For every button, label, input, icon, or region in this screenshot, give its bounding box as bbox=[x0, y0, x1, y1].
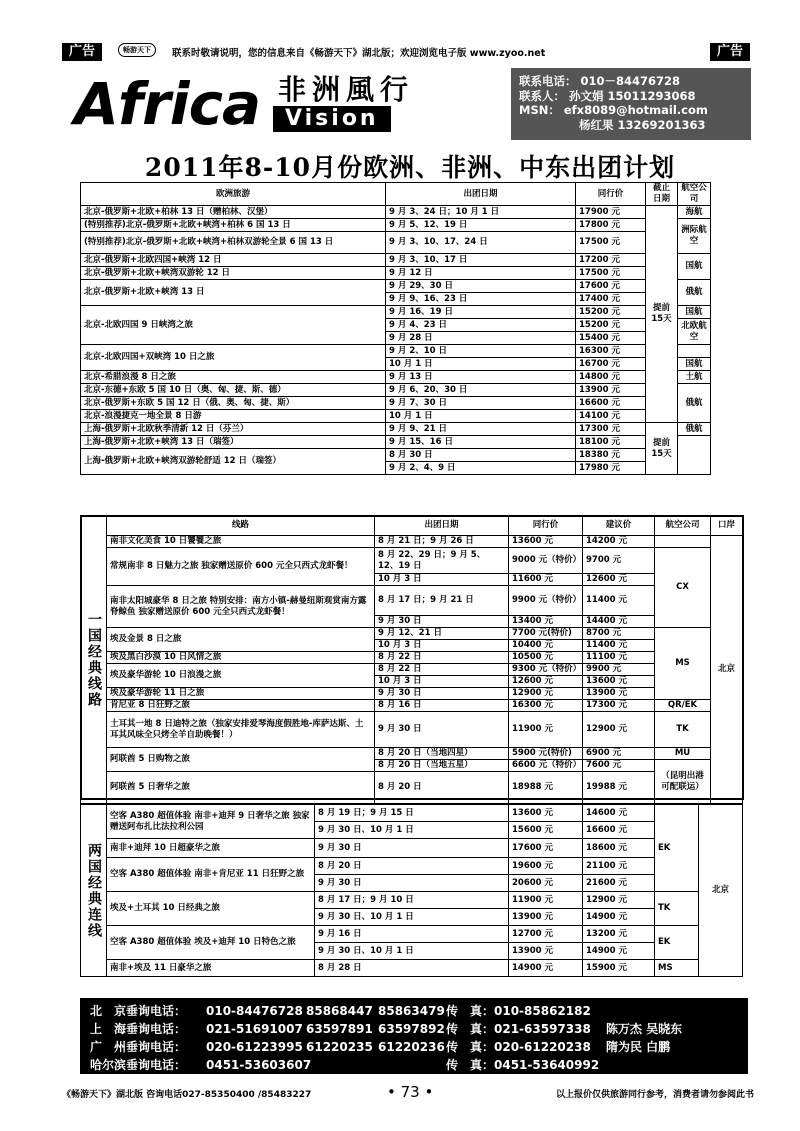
airline-cell: 国航 bbox=[678, 254, 711, 280]
europe-row bbox=[81, 410, 711, 423]
two-country-row bbox=[81, 858, 743, 875]
route-cell: 北京-希腊浪漫 8 日之旅 bbox=[81, 371, 386, 384]
date-cell: 9 月 5、12、19 日 bbox=[386, 219, 576, 232]
suggest-price-cell: 11100 元 bbox=[583, 652, 655, 664]
date-cell: 8 月 22 日 bbox=[375, 664, 509, 676]
airline-cell: EK bbox=[655, 805, 699, 892]
section-label: 一国经典线路 bbox=[81, 516, 107, 804]
price-cell: 6600 元（特价） bbox=[509, 760, 583, 772]
route-cell: 阿联酋 5 日奢华之旅 bbox=[107, 772, 375, 804]
ad-label-right: 广告 bbox=[710, 43, 750, 61]
airline-cell: 土航 bbox=[678, 371, 711, 384]
suggest-price-cell: 14200 元 bbox=[583, 536, 655, 548]
price-cell: 13900 元 bbox=[509, 909, 583, 926]
suggest-price-cell: 18600 元 bbox=[583, 839, 655, 858]
suggest-price-cell: 11400 元 bbox=[583, 640, 655, 652]
top-note: 联系时敬请说明，您的信息来自《畅游天下》湖北版；欢迎浏览电子版 www.zyoo.net bbox=[172, 48, 546, 59]
airline-cell: QR/EK bbox=[655, 700, 711, 712]
page-title: 2011年8-10月份欧洲、非洲、中东出团计划 bbox=[144, 153, 676, 182]
route-cell: 阿联酋 5 日购物之旅 bbox=[107, 748, 375, 772]
route-cell: 北京-俄罗斯+北欧+峡湾双游轮 12 日 bbox=[81, 267, 386, 280]
price-cell: 18988 元 bbox=[509, 772, 583, 804]
airline-cell: 俄航 bbox=[678, 423, 711, 436]
price-cell: 9900 元（特价） bbox=[509, 586, 583, 616]
europe-row bbox=[81, 423, 711, 436]
hotline-city: 北 京垂询电话： bbox=[90, 1004, 187, 1018]
africa-row bbox=[81, 548, 743, 574]
route-cell: 上海-俄罗斯+北欧秋季清新 12 日（芬兰） bbox=[81, 423, 386, 436]
airline-cell: 国航 bbox=[678, 306, 711, 319]
date-cell: 9 月 30 日 bbox=[375, 616, 509, 628]
europe-row bbox=[81, 449, 711, 462]
date-cell: 8 月 17 日；9 月 10 日 bbox=[315, 892, 509, 909]
airline-cell: TK bbox=[655, 712, 711, 748]
date-cell: 10 月 1 日 bbox=[386, 410, 576, 423]
hotline-fax: 传 真：0451-53640992 bbox=[446, 1058, 600, 1072]
price-cell: 15200 元 bbox=[576, 306, 646, 319]
header-row bbox=[81, 516, 743, 536]
date-cell: 8 月 22 日 bbox=[375, 652, 509, 664]
route-cell: (特别推荐)北京-俄罗斯+北欧+峡湾+柏林 6 国 13 日 bbox=[81, 219, 386, 232]
airline-cell: 北欧航空 bbox=[678, 319, 711, 345]
europe-body bbox=[81, 206, 711, 475]
contact-box bbox=[511, 68, 751, 140]
hotline-phone: 021-51691007 bbox=[206, 1022, 303, 1036]
route-cell: 空客 A380 超值体验 南非+肯尼亚 11 日狂野之旅 bbox=[107, 858, 315, 892]
suggest-price-cell: 11400 元 bbox=[583, 586, 655, 616]
date-cell: 9 月 30 日 bbox=[315, 839, 509, 858]
price-cell: 17500 元 bbox=[576, 267, 646, 280]
suggest-price-cell: 9900 元 bbox=[583, 664, 655, 676]
route-cell: 埃及金景 8 日之旅 bbox=[107, 628, 375, 652]
date-cell: 9 月 28 日 bbox=[386, 332, 576, 345]
price-cell: 7700 元(特价) bbox=[509, 628, 583, 640]
route-cell: 北京-俄罗斯+北欧+柏林 13 日（赠柏林、汉堡） bbox=[81, 206, 386, 219]
africa-row bbox=[81, 748, 743, 760]
airline-cell: CX bbox=[655, 548, 711, 628]
airline-cell bbox=[678, 436, 711, 475]
col-header: 口岸 bbox=[711, 516, 743, 536]
route-cell: 北京-俄罗斯+北欧+峡湾 13 日 bbox=[81, 280, 386, 306]
price-cell: 12700 元 bbox=[509, 926, 583, 943]
col-header: 欧洲旅游 bbox=[81, 183, 386, 206]
publication-logo: 畅游天下 bbox=[118, 43, 156, 57]
two-country-row bbox=[81, 839, 743, 858]
route-cell: 南非文化美食 10 日饕餮之旅 bbox=[107, 536, 375, 548]
africa-row bbox=[81, 772, 743, 804]
price-cell: 15400 元 bbox=[576, 332, 646, 345]
date-cell: 9 月 9、16、23 日 bbox=[386, 293, 576, 306]
date-cell: 10 月 3 日 bbox=[375, 676, 509, 688]
airline-cell: 国航 bbox=[678, 358, 711, 371]
date-cell: 8 月 21 日；9 月 26 日 bbox=[375, 536, 509, 548]
suggest-price-cell: 15900 元 bbox=[583, 960, 655, 977]
price-cell: 13900 元 bbox=[509, 943, 583, 960]
hotline-fax: 传 真：020-61220238 bbox=[446, 1040, 591, 1054]
price-cell: 16300 元 bbox=[509, 700, 583, 712]
europe-row bbox=[81, 436, 711, 449]
date-cell: 8 月 20 日 bbox=[315, 858, 509, 875]
route-cell: 土耳其一地 8 日迪特之旅（独家安排爱琴海度假胜地-库萨达斯、土耳其风味全只烤全羊自助晚餐！） bbox=[107, 712, 375, 748]
hotline-row bbox=[90, 1020, 738, 1038]
price-cell: 12900 元 bbox=[509, 688, 583, 700]
hotline-phone bbox=[306, 1056, 378, 1074]
airline-cell: 俄航 bbox=[678, 280, 711, 306]
ad-label-left: 广告 bbox=[62, 43, 102, 61]
port-cell: 北京 bbox=[711, 536, 743, 804]
africa-row bbox=[81, 688, 743, 700]
date-cell: 9 月 3、24 日；10 月 1 日 bbox=[386, 206, 576, 219]
suggest-price-cell: 9700 元 bbox=[583, 548, 655, 574]
date-cell: 9 月 29、30 日 bbox=[386, 280, 576, 293]
price-cell: 13600 元 bbox=[509, 536, 583, 548]
two-country-row bbox=[81, 892, 743, 909]
suggest-price-cell: 12900 元 bbox=[583, 892, 655, 909]
date-cell: 9 月 12、21 日 bbox=[375, 628, 509, 640]
port-cell: 北京 bbox=[699, 805, 743, 977]
airline-cell: MS bbox=[655, 960, 699, 977]
suggest-price-cell: 13200 元 bbox=[583, 926, 655, 943]
date-cell: 9 月 30 日、10 月 1 日 bbox=[315, 909, 509, 926]
date-cell: 10 月 3 日 bbox=[375, 574, 509, 586]
airline-cell: EK bbox=[655, 926, 699, 960]
suggest-price-cell: 14600 元 bbox=[583, 805, 655, 822]
col-header: 同行价 bbox=[576, 183, 646, 206]
europe-row bbox=[81, 345, 711, 358]
price-cell: 16600 元 bbox=[576, 397, 646, 410]
europe-row bbox=[81, 280, 711, 293]
date-cell: 8 月 30 日 bbox=[386, 449, 576, 462]
europe-row bbox=[81, 206, 711, 219]
hotline-row bbox=[90, 1056, 738, 1074]
col-header: 同行价 bbox=[509, 516, 583, 536]
date-cell: 9 月 30 日 bbox=[375, 712, 509, 748]
price-cell: 11900 元 bbox=[509, 712, 583, 748]
price-cell: 17200 元 bbox=[576, 254, 646, 267]
price-cell: 13400 元 bbox=[509, 616, 583, 628]
route-cell: 南非+迪拜 10 日超豪华之旅 bbox=[107, 839, 315, 858]
airline-cell bbox=[655, 536, 711, 548]
brand-chinese: 非洲風行 bbox=[278, 73, 415, 106]
date-cell: 8 月 16 日 bbox=[375, 700, 509, 712]
route-cell: (特别推荐)北京-俄罗斯+北欧+峡湾+柏林双游轮全景 6 国 13 日 bbox=[81, 232, 386, 254]
suggest-price-cell: 21600 元 bbox=[583, 875, 655, 892]
price-cell: 18380 元 bbox=[576, 449, 646, 462]
date-cell: 9 月 15、16 日 bbox=[386, 436, 576, 449]
africa-row bbox=[81, 712, 743, 748]
hotline-row bbox=[90, 1038, 738, 1056]
europe-row bbox=[81, 267, 711, 280]
date-cell: 8 月 17 日；9 月 21 日 bbox=[375, 586, 509, 616]
route-cell: 北京-浪漫捷克一地全景 8 日游 bbox=[81, 410, 386, 423]
airline-cell: MU bbox=[655, 748, 711, 760]
date-cell: 9 月 30 日、10 月 1 日 bbox=[315, 822, 509, 839]
date-cell: 9 月 7、30 日 bbox=[386, 397, 576, 410]
route-cell: 北京-俄罗斯+北欧四国+峡湾 12 日 bbox=[81, 254, 386, 267]
africa-row bbox=[81, 664, 743, 676]
price-cell: 17980 元 bbox=[576, 462, 646, 475]
section-label: 两国经典连线 bbox=[81, 805, 107, 977]
col-header: 航空公司 bbox=[655, 516, 711, 536]
europe-row bbox=[81, 371, 711, 384]
two-country-body bbox=[81, 805, 743, 977]
airline-cell: MS bbox=[655, 628, 711, 700]
price-cell: 18100 元 bbox=[576, 436, 646, 449]
hotline-phone: 85868447 bbox=[306, 1004, 373, 1018]
route-cell: 空客 A380 超值体验 埃及+迪拜 10 日特色之旅 bbox=[107, 926, 315, 960]
two-country-row bbox=[81, 960, 743, 977]
suggest-price-cell: 21100 元 bbox=[583, 858, 655, 875]
price-cell: 9300 元（特价） bbox=[509, 664, 583, 676]
price-cell: 20600 元 bbox=[509, 875, 583, 892]
route-cell: 北京-俄罗斯+东欧 5 国 12 日（俄、奥、匈、捷、斯） bbox=[81, 397, 386, 410]
price-cell: 17800 元 bbox=[576, 219, 646, 232]
africa-body bbox=[81, 516, 743, 804]
price-cell: 17400 元 bbox=[576, 293, 646, 306]
date-cell: 9 月 3、10、17、24 日 bbox=[386, 232, 576, 254]
suggest-price-cell: 13600 元 bbox=[583, 676, 655, 688]
price-cell: 17600 元 bbox=[576, 280, 646, 293]
date-cell: 9 月 6、20、30 日 bbox=[386, 384, 576, 397]
hotline-phone: 85863479 bbox=[378, 1004, 445, 1018]
hotline-phone: 0451-53603607 bbox=[206, 1058, 312, 1072]
hotline-phone bbox=[378, 1056, 446, 1074]
africa-row bbox=[81, 586, 743, 616]
price-cell: 9000 元（特价） bbox=[509, 548, 583, 574]
col-header: 航空公司 bbox=[678, 183, 711, 206]
date-cell: 9 月 4、23 日 bbox=[386, 319, 576, 332]
africa-row bbox=[81, 700, 743, 712]
suggest-price-cell: 14900 元 bbox=[583, 909, 655, 926]
airline-cell: 俄航 bbox=[678, 384, 711, 423]
hotline-phone: 63597891 bbox=[306, 1022, 373, 1036]
route-cell: 上海-俄罗斯+北欧+峡湾双游轮舒适 12 日（瑞签） bbox=[81, 449, 386, 475]
airline-cell: （昆明出港可配联运） bbox=[655, 760, 711, 804]
date-cell: 9 月 16、19 日 bbox=[386, 306, 576, 319]
europe-row bbox=[81, 306, 711, 319]
date-cell: 9 月 16 日 bbox=[315, 926, 509, 943]
price-cell: 17300 元 bbox=[576, 423, 646, 436]
hotline-fax: 传 真：010-85862182 bbox=[446, 1004, 591, 1018]
route-cell: 南非+埃及 11 日豪华之旅 bbox=[107, 960, 315, 977]
price-cell: 12600 元 bbox=[509, 676, 583, 688]
date-cell: 10 月 1 日 bbox=[386, 358, 576, 371]
two-country-row bbox=[81, 805, 743, 822]
date-cell: 10 月 3 日 bbox=[375, 640, 509, 652]
contact-line: 杨红果 13269201363 bbox=[579, 117, 706, 132]
europe-row bbox=[81, 219, 711, 232]
brand-header bbox=[66, 66, 754, 144]
footer-left: 《畅游天下》湖北版 咨询电话027-85350400 /85483227 bbox=[62, 1090, 312, 1100]
route-cell: 南非太阳城豪华 8 日之旅 特别安排：南方小镇-赫曼纽斯观赏南方露脊鲸鱼 独家赠送原价 600 元全只西式龙虾餐！ bbox=[107, 586, 375, 628]
suggest-price-cell: 17300 元 bbox=[583, 700, 655, 712]
hotline-phone: 61220236 bbox=[378, 1040, 445, 1054]
col-header: 建议价 bbox=[583, 516, 655, 536]
date-cell: 9 月 30 日、10 月 1 日 bbox=[315, 943, 509, 960]
price-cell: 13600 元 bbox=[509, 805, 583, 822]
price-cell: 14800 元 bbox=[576, 371, 646, 384]
route-cell: 埃及+土耳其 10 日经典之旅 bbox=[107, 892, 315, 926]
date-cell: 8 月 20 日 bbox=[375, 772, 509, 804]
price-cell: 17600 元 bbox=[509, 839, 583, 858]
hotline-fax: 传 真：021-63597338 bbox=[446, 1022, 591, 1036]
route-cell: 上海-俄罗斯+北欧+峡湾 13 日（瑞签） bbox=[81, 436, 386, 449]
date-cell: 8 月 19 日；9 月 15 日 bbox=[315, 805, 509, 822]
page-number: • 73 • bbox=[387, 1083, 434, 1101]
route-cell: 北京-东德+东欧 5 国 10 日（奥、匈、捷、斯、德） bbox=[81, 384, 386, 397]
route-cell: 空客 A380 超值体验 南非+迪拜 9 日奢华之旅 独家赠送阿布扎比法拉利公园 bbox=[107, 805, 315, 839]
price-cell: 10400 元 bbox=[509, 640, 583, 652]
price-cell: 11600 元 bbox=[509, 574, 583, 586]
col-header: 出团日期 bbox=[386, 183, 576, 206]
airline-cell bbox=[678, 345, 711, 358]
price-cell: 14900 元 bbox=[509, 960, 583, 977]
date-cell: 8 月 28 日 bbox=[315, 960, 509, 977]
date-cell: 8 月 22、29 日；9 月 5、12、19 日 bbox=[375, 548, 509, 574]
col-header: 截止日期 bbox=[646, 183, 678, 206]
hotline-city: 上 海垂询电话： bbox=[90, 1022, 187, 1036]
date-cell: 9 月 2、10 日 bbox=[386, 345, 576, 358]
date-cell: 9 月 12 日 bbox=[386, 267, 576, 280]
hotline-phone: 61220235 bbox=[306, 1040, 373, 1054]
col-header: 出团日期 bbox=[375, 516, 509, 536]
date-cell: 9 月 9、21 日 bbox=[386, 423, 576, 436]
route-cell: 埃及豪华游轮 10 日浪漫之旅 bbox=[107, 664, 375, 688]
hotline-phone: 010-84476728 bbox=[206, 1004, 303, 1018]
price-cell: 11900 元 bbox=[509, 892, 583, 909]
date-cell: 9 月 2、4、9 日 bbox=[386, 462, 576, 475]
two-country-row bbox=[81, 926, 743, 943]
hotline-city: 哈尔滨垂询电话： bbox=[90, 1058, 187, 1072]
two-country-table bbox=[80, 804, 743, 977]
contact-line: 联系人： 孙文娟 15011293068 bbox=[519, 88, 696, 103]
top-bar bbox=[62, 42, 750, 62]
route-cell: 北京-北欧四国 9 日峡湾之旅 bbox=[81, 306, 386, 345]
hotline-people: 隋为民 白鹏 bbox=[606, 1040, 671, 1054]
contact-line: 联系电话： 010－84476728 bbox=[519, 74, 681, 88]
airline-cell: 海航 bbox=[678, 206, 711, 219]
price-cell: 16700 元 bbox=[576, 358, 646, 371]
europe-row bbox=[81, 254, 711, 267]
page-footer bbox=[62, 1085, 754, 1101]
footer-right: 以上报价仅供旅游同行参考，消费者请勿参阅此书 bbox=[555, 1090, 754, 1100]
suggest-price-cell: 16600 元 bbox=[583, 822, 655, 839]
suggest-price-cell: 6900 元 bbox=[583, 748, 655, 760]
price-cell: 17500 元 bbox=[576, 232, 646, 254]
hotline-row bbox=[90, 1002, 738, 1020]
price-cell: 5900 元(特价) bbox=[509, 748, 583, 760]
deadline-cell: 提前15天 bbox=[646, 423, 678, 475]
brand-africa: Africa bbox=[74, 70, 261, 138]
price-cell: 19600 元 bbox=[509, 858, 583, 875]
date-cell: 8 月 20 日（当地四星） bbox=[375, 748, 509, 760]
date-cell: 9 月 30 日 bbox=[375, 688, 509, 700]
price-cell: 15600 元 bbox=[509, 822, 583, 839]
africa-row bbox=[81, 652, 743, 664]
date-cell: 8 月 20 日（当地五星） bbox=[375, 760, 509, 772]
price-cell: 15200 元 bbox=[576, 319, 646, 332]
route-cell: 埃及黑白沙漠 10 日风情之旅 bbox=[107, 652, 375, 664]
europe-table bbox=[80, 182, 711, 475]
price-cell: 14100 元 bbox=[576, 410, 646, 423]
date-cell: 9 月 13 日 bbox=[386, 371, 576, 384]
price-cell: 13900 元 bbox=[576, 384, 646, 397]
africa-row bbox=[81, 536, 743, 548]
route-cell: 肯尼亚 8 日狂野之旅 bbox=[107, 700, 375, 712]
date-cell: 9 月 30 日 bbox=[315, 875, 509, 892]
suggest-price-cell: 14900 元 bbox=[583, 943, 655, 960]
europe-row bbox=[81, 232, 711, 254]
hotline-city: 广 州垂询电话： bbox=[90, 1040, 187, 1054]
col-header: 线路 bbox=[107, 516, 375, 536]
airline-cell: 洲际航空 bbox=[678, 219, 711, 254]
price-cell: 10500 元 bbox=[509, 652, 583, 664]
europe-row bbox=[81, 397, 711, 410]
route-cell: 常规南非 8 日魅力之旅 独家赠送原价 600 元全只西式龙虾餐！ bbox=[107, 548, 375, 586]
airline-cell: TK bbox=[655, 892, 699, 926]
contact-line: MSN： efx8089@hotmail.com bbox=[519, 103, 708, 117]
route-cell: 埃及豪华游轮 11 日之旅 bbox=[107, 688, 375, 700]
africa-row bbox=[81, 628, 743, 640]
suggest-price-cell: 13900 元 bbox=[583, 688, 655, 700]
suggest-price-cell: 14400 元 bbox=[583, 616, 655, 628]
route-cell: 北京-北欧四国+双峡湾 10 日之旅 bbox=[81, 345, 386, 371]
suggest-price-cell: 19988 元 bbox=[583, 772, 655, 804]
hotline-people: 陈万杰 吴晓东 bbox=[606, 1022, 683, 1036]
deadline-cell: 提前15天 bbox=[646, 206, 678, 423]
brand-vision: Vision bbox=[273, 106, 391, 132]
hotline-box bbox=[80, 998, 748, 1074]
suggest-price-cell: 12900 元 bbox=[583, 712, 655, 748]
price-cell: 16300 元 bbox=[576, 345, 646, 358]
hotline-phone: 020-61223995 bbox=[206, 1040, 303, 1054]
date-cell: 9 月 3、10、17 日 bbox=[386, 254, 576, 267]
hotline-phone: 63597892 bbox=[378, 1022, 445, 1036]
africa-table bbox=[80, 515, 743, 804]
price-cell: 17900 元 bbox=[576, 206, 646, 219]
suggest-price-cell: 12600 元 bbox=[583, 574, 655, 586]
suggest-price-cell: 7600 元 bbox=[583, 760, 655, 772]
suggest-price-cell: 8700 元 bbox=[583, 628, 655, 640]
europe-row bbox=[81, 384, 711, 397]
